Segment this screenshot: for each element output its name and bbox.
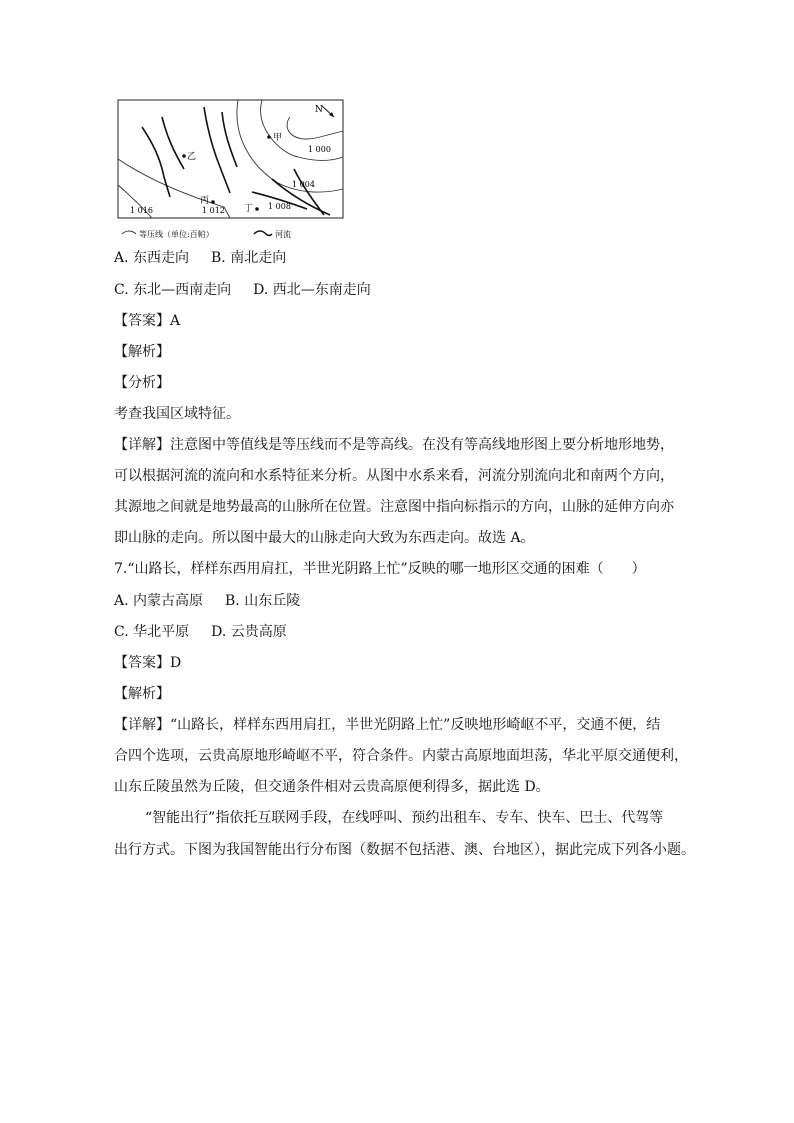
point-ding	[255, 207, 259, 211]
q6-option-a: A. 东西走向	[114, 250, 190, 266]
q7-question: 7.“山路长，样样东西用肩扛，半世光阴路上忙”反映的哪一地形区交通的困难（ ）	[114, 561, 646, 577]
q6-detail-line: 可以根据河流的流向和水系特征来分析。从图中水系来看，河流分别流向北和南两个方向，	[114, 468, 674, 484]
isobar-label: 1 016	[130, 206, 153, 215]
isobar-label: 1 004	[292, 180, 315, 189]
isobar-river-map	[112, 97, 352, 247]
q7-option-d: D. 云贵高原	[211, 624, 287, 640]
q6-detail-line: 其源地之间就是地势最高的山脉所在位置。注意图中指向标指示的方向，山脉的延伸方向亦	[114, 499, 674, 515]
legend-river-swatch	[254, 231, 272, 236]
isobar-label: 1 008	[268, 202, 291, 211]
q6-detail-line: 即山脉的走向。所以图中最大的山脉走向大致为东西走向。故选 A。	[114, 530, 535, 546]
q7-analysis-heading: 【解析】	[114, 686, 170, 702]
q7-option-b: B. 山东丘陵	[225, 593, 301, 609]
q6-answer: 【答案】A	[114, 313, 181, 329]
q7-detail-line: 山东丘陵虽然为丘陵，但交通条件相对云贵高原便利得多，据此选 D。	[114, 779, 550, 795]
q6-options-row1	[114, 248, 286, 268]
point-jia	[267, 135, 271, 139]
legend-isobar-swatch	[122, 231, 136, 234]
point-label-bing: 丙	[200, 196, 210, 206]
q6-analysis-heading: 【解析】	[114, 344, 170, 360]
map-svg	[112, 97, 352, 247]
q6-options-row2	[114, 280, 371, 300]
isobar-label: 1 000	[308, 145, 331, 154]
point-label-jia: 甲	[273, 133, 283, 143]
q6-option-b: B. 南北走向	[211, 250, 287, 266]
intro-line: “智能出行”指依托互联网手段，在线呼叫、预约出租车、专车、快车、巴士、代驾等	[145, 810, 664, 826]
point-label-yi: 乙	[187, 152, 197, 162]
q7-detail-line: 【详解】“山路长，样样东西用肩扛，半世光阴路上忙”反映地形崎岖不平，交通不便，结	[114, 717, 661, 733]
q7-options-row1	[114, 591, 300, 611]
intro-line: 出行方式。下图为我国智能出行分布图（数据不包括港、澳、台地区），据此完成下列各小题。	[114, 842, 695, 858]
q6-detail-line: 【详解】注意图中等值线是等压线而不是等高线。在没有等高线地形图上要分析地形地势，	[114, 437, 674, 453]
legend-river-label: 河流	[275, 230, 291, 239]
point-label-ding: 丁	[244, 204, 254, 214]
point-yi	[182, 154, 186, 158]
q7-option-c: C. 华北平原	[114, 624, 190, 640]
point-bing	[211, 200, 215, 204]
q6-fenxi-text: 考查我国区域特征。	[114, 406, 240, 422]
q7-option-a: A. 内蒙古高原	[114, 593, 204, 609]
isobar-label: 1 012	[202, 206, 225, 215]
q6-option-d: D. 西北—东南走向	[253, 282, 371, 298]
compass-label: N	[315, 105, 323, 115]
q7-detail-line: 合四个选项，云贵高原地形崎岖不平，符合条件。内蒙古高原地面坦荡，华北平原交通便利，	[114, 748, 688, 764]
q6-fenxi-heading: 【分析】	[114, 375, 170, 391]
q7-answer: 【答案】D	[114, 655, 182, 671]
q7-options-row2	[114, 622, 287, 642]
q6-option-c: C. 东北—西南走向	[114, 282, 232, 298]
legend-isobar-label: 等压线（单位:百帕）	[139, 230, 214, 239]
